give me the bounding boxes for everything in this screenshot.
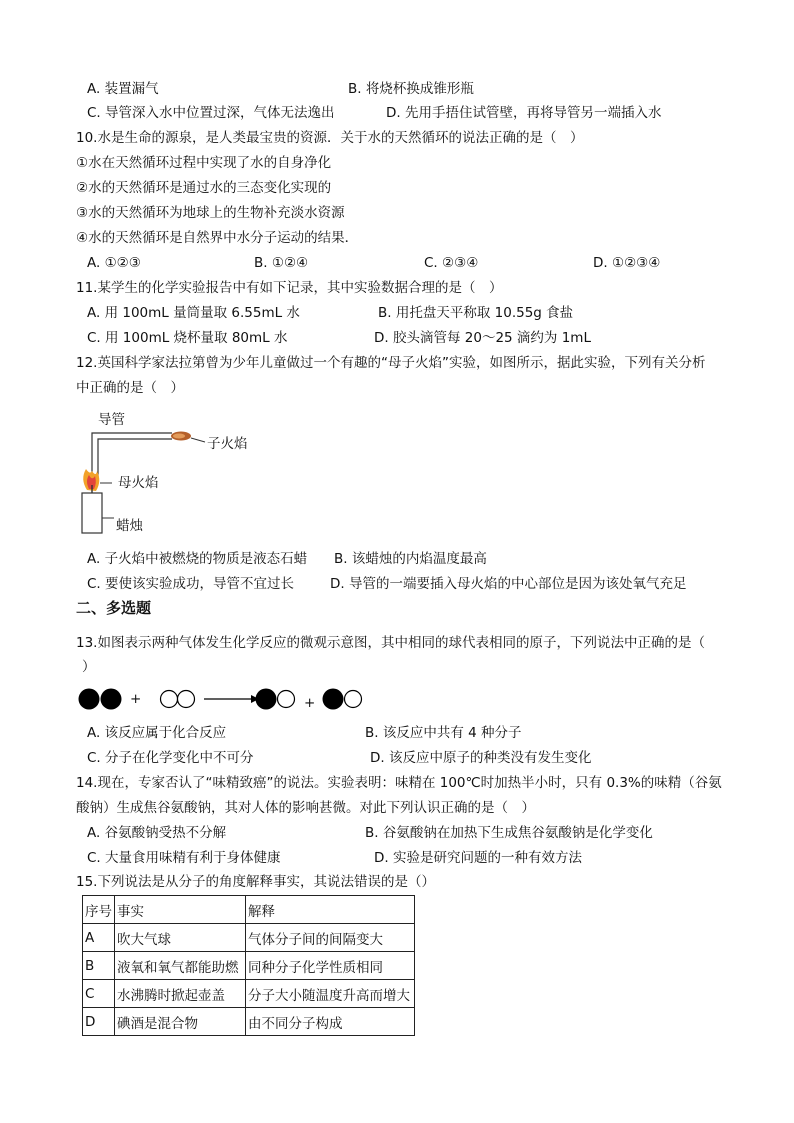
table-row bbox=[83, 924, 415, 952]
plus-sign: + bbox=[304, 695, 316, 711]
table-row bbox=[83, 952, 415, 980]
q10-statement-4: ④水的天然循环是自然界中水分子运动的结果． bbox=[76, 230, 359, 246]
glass-tube bbox=[92, 433, 172, 477]
q13-option-c: C. 分子在化学变化中不可分 bbox=[87, 750, 254, 766]
q13-option-b: B. 该反应中共有 4 种分子 bbox=[365, 725, 522, 741]
candle-flame-figure bbox=[60, 405, 280, 540]
table-cell: 碘酒是混合物 bbox=[115, 1008, 246, 1036]
reaction-diagram bbox=[76, 684, 376, 718]
table-cell: B bbox=[83, 952, 115, 980]
q11-stem: 11.某学生的化学实验报告中有如下记录，其中实验数据合理的是（ ） bbox=[76, 280, 503, 296]
table-cell: 水沸腾时掀起壶盖 bbox=[115, 980, 246, 1008]
q12-option-d: D. 导管的一端要插入母火焰的中心部位是因为该处氧气充足 bbox=[330, 576, 687, 592]
q13-option-d: D. 该反应中原子的种类没有发生变化 bbox=[370, 750, 592, 766]
table-header-cell: 序号 bbox=[83, 896, 115, 924]
table-header-row bbox=[83, 896, 415, 924]
figure-label-tube: 导管 bbox=[98, 412, 125, 428]
q11-option-c: C. 用 100mL 烧杯量取 80mL 水 bbox=[87, 330, 288, 346]
q14-option-b: B. 谷氨酸钠在加热下生成焦谷氨酸钠是化学变化 bbox=[365, 825, 653, 841]
q9-option-d: D. 先用手捂住试管壁，再将导管另一端插入水 bbox=[386, 105, 662, 121]
q10-statement-3: ③水的天然循环为地球上的生物补充淡水资源 bbox=[76, 205, 345, 221]
q13-option-a: A. 该反应属于化合反应 bbox=[87, 725, 227, 741]
q9-option-a: A. 装置漏气 bbox=[87, 81, 159, 97]
figure-label-candle: 蜡烛 bbox=[116, 518, 143, 534]
table-cell: 分子大小随温度升高而增大 bbox=[246, 980, 415, 1008]
section-title: 二、多选题 bbox=[76, 599, 152, 617]
q12-stem-line1: 12.英国科学家法拉第曾为少年儿童做过一个有趣的“母子火焰”实验，如图所示，据此实验，下列有关分析 bbox=[76, 355, 706, 371]
table-cell: 液氧和氧气都能助燃 bbox=[115, 952, 246, 980]
table-cell: 气体分子间的间隔变大 bbox=[246, 924, 415, 952]
child-flame-icon bbox=[171, 432, 191, 441]
table-cell: D bbox=[83, 1008, 115, 1036]
q12-option-b: B. 该蜡烛的内焰温度最高 bbox=[334, 551, 487, 567]
candle-icon bbox=[82, 493, 102, 533]
q10-option-d: D. ①②③④ bbox=[593, 255, 661, 271]
molecule-black-white-icon bbox=[256, 689, 295, 710]
table-cell: C bbox=[83, 980, 115, 1008]
q12-option-c: C. 要使该实验成功，导管不宜过长 bbox=[87, 576, 295, 592]
q10-stem: 10.水是生命的源泉，是人类最宝贵的资源．关于水的天然循环的说法正确的是（ ） bbox=[76, 130, 584, 146]
q11-option-b: B. 用托盘天平称取 10.55g 食盐 bbox=[378, 305, 574, 321]
figure-label-child-flame: 子火焰 bbox=[207, 436, 248, 452]
molecule-black-black-icon bbox=[79, 689, 122, 710]
figure-label-mother-flame: 母火焰 bbox=[118, 475, 159, 491]
q9-option-b: B. 将烧杯换成锥形瓶 bbox=[348, 81, 474, 97]
molecule-white-white-icon bbox=[161, 691, 195, 708]
q14-option-c: C. 大量食用味精有利于身体健康 bbox=[87, 850, 281, 866]
q14-stem-line2: 酸钠）生成焦谷氨酸钠，其对人体的影响甚微。对此下列认识正确的是（ ） bbox=[76, 800, 535, 816]
mother-flame-icon bbox=[83, 469, 99, 491]
table-row bbox=[83, 1008, 415, 1036]
reaction-arrow-icon bbox=[204, 695, 259, 703]
q14-stem-line1: 14.现在，专家否认了“味精致癌”的说法。实验表明：味精在 100℃时加热半小时，只有 0.3%的味精（谷氨 bbox=[76, 775, 722, 791]
q9-option-c: C. 导管深入水中位置过深，气体无法逸出 bbox=[87, 105, 335, 121]
q11-option-d: D. 胶头滴管每 20～25 滴约为 1mL bbox=[374, 330, 591, 346]
table-cell: 吹大气球 bbox=[115, 924, 246, 952]
q15-stem: 15.下列说法是从分子的角度解释事实，其说法错误的是（） bbox=[76, 874, 435, 890]
q10-option-b: B. ①②④ bbox=[254, 255, 309, 271]
q10-statement-1: ①水在天然循环过程中实现了水的自身净化 bbox=[76, 155, 332, 171]
q13-stem-line1: 13.如图表示两种气体发生化学反应的微观示意图，其中相同的球代表相同的原子，下列说法中正确的是（ bbox=[76, 635, 705, 651]
q10-option-c: C. ②③④ bbox=[424, 255, 479, 271]
molecule-black-white-icon bbox=[323, 689, 362, 710]
q14-option-a: A. 谷氨酸钠受热不分解 bbox=[87, 825, 227, 841]
q10-option-a: A. ①②③ bbox=[87, 255, 141, 271]
table-header-cell: 事实 bbox=[115, 896, 246, 924]
table-cell: 同种分子化学性质相同 bbox=[246, 952, 415, 980]
q13-stem-line2: ） bbox=[82, 659, 96, 675]
q11-option-a: A. 用 100mL 量筒量取 6.55mL 水 bbox=[87, 305, 300, 321]
table-cell: A bbox=[83, 924, 115, 952]
q12-option-a: A. 子火焰中被燃烧的物质是液态石蜡 bbox=[87, 551, 308, 567]
q12-stem-line2: 中正确的是（ ） bbox=[76, 380, 184, 396]
q14-option-d: D. 实验是研究问题的一种有效方法 bbox=[374, 850, 582, 866]
table-row bbox=[83, 980, 415, 1008]
table-cell: 由不同分子构成 bbox=[246, 1008, 415, 1036]
table-header-cell: 解释 bbox=[246, 896, 415, 924]
plus-sign: + bbox=[130, 691, 142, 707]
facts-table bbox=[82, 895, 415, 1036]
q10-statement-2: ②水的天然循环是通过水的三态变化实现的 bbox=[76, 180, 332, 196]
